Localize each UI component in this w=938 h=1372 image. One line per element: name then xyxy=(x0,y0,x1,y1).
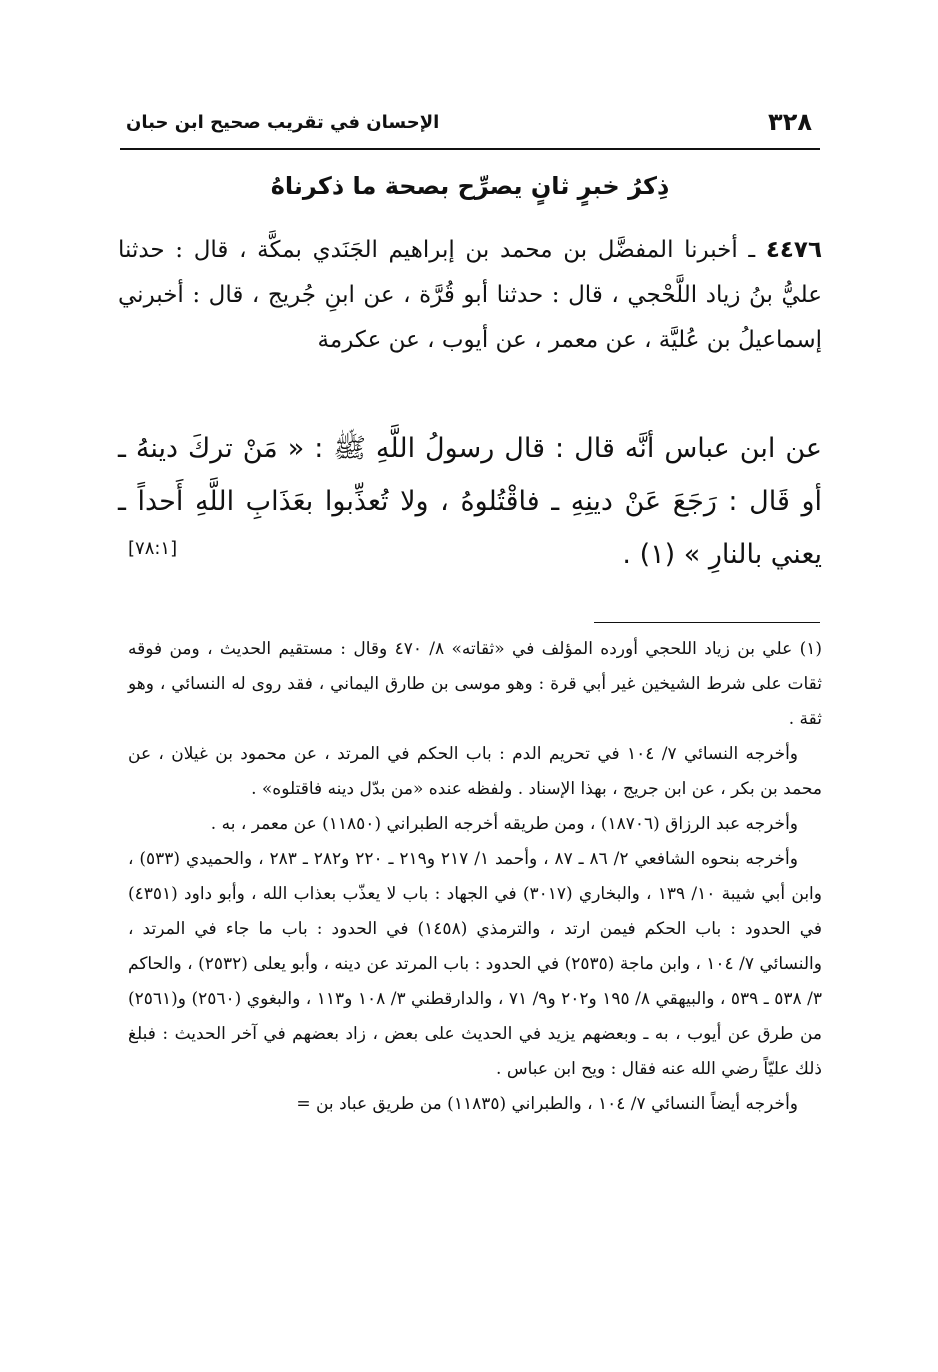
chapter-title: ذِكرُ خبرٍ ثانٍ يصرِّح بصحة ما ذكرناهُ xyxy=(270,172,670,200)
page-header xyxy=(120,104,820,150)
footnotes xyxy=(128,632,822,1122)
hadith-isnad-paragraph xyxy=(118,228,822,363)
footnote-paragraph: (١) علي بن زياد اللحجي أورده المؤلف في «ثقاته» ٨/ ٤٧٠ وقال : مستقيم الحديث ، ومن فوقه ثقات على شرط الشيخين غير أبي قرة : وهو موسى بن طارق اليماني ، فقد روى له النسائي ، وهو ثقة . xyxy=(128,639,822,729)
page-number: ٣٢٨ xyxy=(768,108,812,136)
hadith-isnad: ـ أخبرنا المفضَّل بن محمد بن إبراهيم الجَنَدي بمكَّة ، قال : حدثنا عليُّ بنُ زياد اللَّحْجي ، قال : حدثنا أبو قُرَّة ، عن ابنِ جُريج ، قال : أخبرني إسماعيلُ بن عُليَّة ، عن معمر ، عن أيوب ، عن عكرمة xyxy=(118,237,822,353)
hadith-number: ٤٤٧٦ xyxy=(765,237,822,263)
hadith-reference: [٧٨:١] xyxy=(128,538,178,559)
footnote-separator xyxy=(594,622,820,623)
footnote-paragraph: وأخرجه بنحوه الشافعي ٢/ ٨٦ ـ ٨٧ ، وأحمد ١/ ٢١٧ و٢١٩ ـ ٢٢٠ و٢٨٢ ـ ٢٨٣ ، والحميدي (٥٣٣) ، وابن أبي شيبة ١٠/ ١٣٩ ، والبخاري (٣٠١٧) في الجهاد : باب لا يعذّب بعذاب الله ، وأبو داود (٤٣٥١) في الحدود : باب الحكم فيمن ارتد ، والترمذي (١٤٥٨) في الحدود : باب ما جاء في المرتد ، والنسائي ٧/ ١٠٤ ، وابن ماجة (٢٥٣٥) في الحدود : باب المرتد عن دينه ، وأبو يعلى (٢٥٣٢) ، والحاكم ٣/ ٥٣٨ ـ ٥٣٩ ، والبيهقي ٨/ ١٩٥ و٢٠٢ و٩/ ٧١ ، والدارقطني ٣/ ١٠٨ و١١٣ ، والبغوي (٢٥٦٠) و(٢٥٦١) من طرق عن أيوب ، به ـ وبعضهم يزيد في الحديث على بعض ، زاد بعضهم في آخر الحديث : فبلغ ذلك عليّاً رضي الله عنه فقال : ويح ابن عباس . xyxy=(128,849,822,1079)
hadith-matn: عن ابن عباس أنَّه قال : قال رسولُ اللَّهِ ﷺ : « مَنْ تركَ دينهُ ـ أو قَال : رَجَعَ عَنْ دينِهِ ـ فاقْتُلوهُ ، ولا تُعذِّبوا بعَذَابِ اللَّهِ أَحداً ـ يعني بالنارِ » (١) . xyxy=(118,433,822,570)
footnote-paragraph: وأخرجه النسائي ٧/ ١٠٤ في تحريم الدم : باب الحكم في المرتد ، عن محمود بن غيلان ، عن محمد بن بكر ، عن ابن جريج ، بهذا الإسناد . ولفظه عنده «من بدّل دينه فاقتلوه» . xyxy=(128,744,822,799)
running-title: الإحسان في تقريب صحيح ابن حبان xyxy=(126,112,440,133)
footnote-paragraph: وأخرجه عبد الرزاق (١٨٧٠٦) ، ومن طريقه أخرجه الطبراني (١١٨٥٠) عن معمر ، به . xyxy=(210,814,798,834)
footnote-paragraph: وأخرجه أيضاً النسائي ٧/ ١٠٤ ، والطبراني (١١٨٣٥) من طريق عباد بن = xyxy=(296,1094,798,1114)
